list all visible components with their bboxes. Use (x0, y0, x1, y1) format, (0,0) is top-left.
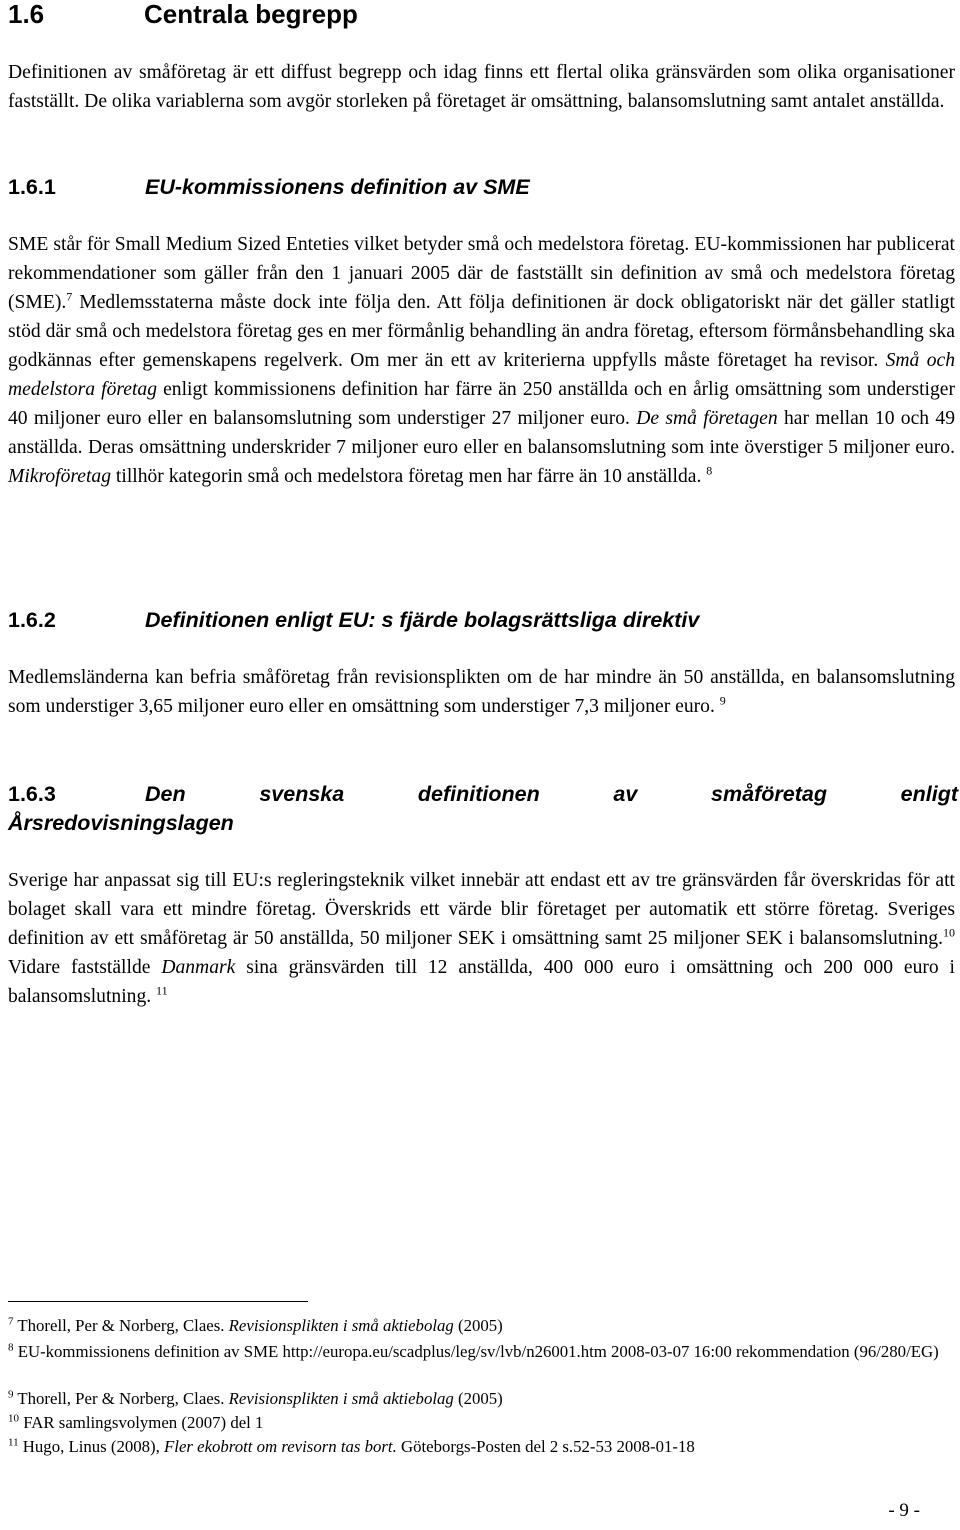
subsection-heading-161 (8, 173, 530, 202)
section-heading (8, 0, 358, 30)
text-run: SME står för Small Medium Sized Enteties vilket betyder små och medelstora företag. EU-kommissionen har publicerat rekommendationer som gäller från den 1 januari 2005 där de fastställt sin definition av små och medelstora företag (SME). (8, 234, 955, 313)
text-run: Sverige har anpassat sig till EU:s regleringsteknik vilket innebär att endast ett av tre gränsvärden får överskridas för att bolaget skall vara ett mindre företag. Överskrids ett värde blir företaget per automatik ett större företag. Sveriges definition av ett småföretag är 50 anställda, 50 miljoner SEK i omsättning samt 25 miljoner SEK i balansomslutning. (8, 870, 955, 949)
subsection-number: 1.6.3 (8, 782, 56, 806)
intro-paragraph: Definitionen av småföretag är ett diffust begrepp och idag finns ett flertal olika gränsvärden som olika organisationer fastställt. De olika variablerna som avgör storleken på företaget är omsättning, balansomslutning samt antalet anställda. (8, 62, 955, 112)
text-run: Medlemsländerna kan befria småföretag från revisionsplikten om de har mindre än 50 anställda, en balansomslutning som understiger 3,65 miljoner euro eller en omsättning som understiger 7,3 miljoner euro. (8, 667, 955, 717)
subsection-title-line2: Årsredovisningslagen (8, 811, 234, 835)
paragraph-162 (8, 663, 955, 721)
footnote-text: (2005) (453, 1389, 503, 1408)
section-title: Centrala begrepp (144, 0, 358, 29)
subsection-title: EU-kommissionens definition av SME (145, 175, 530, 199)
footnote-item (8, 1314, 958, 1337)
text-run: sina gränsvärden till 12 anställda, 400 000 euro i omsättning och 200 000 euro i balansomslutning. (8, 957, 955, 1007)
footnote-title: Revisionsplikten i små aktiebolag (228, 1389, 454, 1408)
subsection-number: 1.6.1 (8, 175, 56, 199)
footnote-title: Fler ekobrott om revisorn tas bort. (164, 1437, 397, 1456)
footnote-item (8, 1435, 958, 1458)
footnote-text: FAR samlingsvolymen (2007) del 1 (19, 1413, 264, 1432)
footnote-text: EU-kommissionens definition av SME http://europa.eu/scadplus/leg/sv/lvb/n26001.htm 2008-03-07 16:00 rekommendation (96/280/EG) (13, 1342, 939, 1361)
footnote-number: 9 (8, 1388, 14, 1401)
footnote-item (8, 1340, 958, 1363)
italic-term: Mikroföretag (8, 466, 112, 487)
section-number: 1.6 (8, 0, 45, 29)
italic-term: De små företagen (636, 408, 778, 429)
footnote-ref[interactable]: 11 (156, 983, 168, 998)
footnote-ref[interactable]: 8 (706, 463, 713, 478)
footnote-ref[interactable]: 10 (943, 925, 955, 940)
subsection-title: Den svenska definitionen av småföretag enligt (145, 782, 958, 806)
footnote-text: Hugo, Linus (2008), (18, 1437, 165, 1456)
footnote-ref[interactable]: 9 (719, 693, 726, 708)
footnote-separator (8, 1301, 308, 1302)
subsection-heading-163 (8, 780, 958, 838)
footnote-item (8, 1387, 958, 1410)
footnote-title: Revisionsplikten i små aktiebolag (228, 1316, 454, 1335)
text-run: enligt kommissionens definition har färre än 250 anställda och en årlig omsättning som understiger 40 miljoner euro eller en balansomslutning som understiger 27 miljoner euro. (8, 379, 955, 429)
subsection-number: 1.6.2 (8, 608, 56, 632)
footnote-item (8, 1411, 958, 1434)
text-run: Medlemsstaterna måste dock inte följa den. Att följa definitionen är dock obligatoriskt när det gäller statligt stöd där små och medelstora företag ges en mer förmånlig behandling än andra företag, eftersom förmånsbehandling ska godkännas efter gemenskapens regelverk. Om mer än ett av kriterierna uppfylls måste företaget ha revisor. (8, 292, 955, 371)
footnote-text: Thorell, Per & Norberg, Claes. (13, 1316, 229, 1335)
footnote-text: Thorell, Per & Norberg, Claes. (13, 1389, 229, 1408)
subsection-heading-162 (8, 606, 699, 635)
italic-term: Små och medelstora företag (8, 350, 955, 400)
footnote-ref[interactable]: 7 (66, 289, 73, 304)
paragraph-161 (8, 230, 955, 491)
subsection-title: Definitionen enligt EU: s fjärde bolagsrättsliga direktiv (145, 608, 700, 632)
italic-term: Danmark (161, 957, 236, 978)
text-run: tillhör kategorin små och medelstora företag men har färre än 10 anställda. (111, 466, 702, 487)
text-run: har mellan 10 och 49 anställda. Deras omsättning underskrider 7 miljoner euro eller en balansomslutning som inte överstiger 5 miljoner euro. (8, 408, 955, 458)
subsection-title-line1 (8, 780, 958, 809)
footnote-number: 10 (8, 1412, 19, 1425)
page-number: - 9 - (888, 1500, 920, 1521)
paragraph-163 (8, 866, 955, 1011)
footnote-text: Göteborgs-Posten del 2 s.52-53 2008-01-18 (396, 1437, 695, 1456)
footnote-number: 7 (8, 1315, 14, 1328)
footnote-number: 11 (8, 1436, 19, 1449)
footnote-text: (2005) (453, 1316, 503, 1335)
footnote-number: 8 (8, 1341, 14, 1354)
text-run: Vidare fastställde (8, 957, 162, 978)
